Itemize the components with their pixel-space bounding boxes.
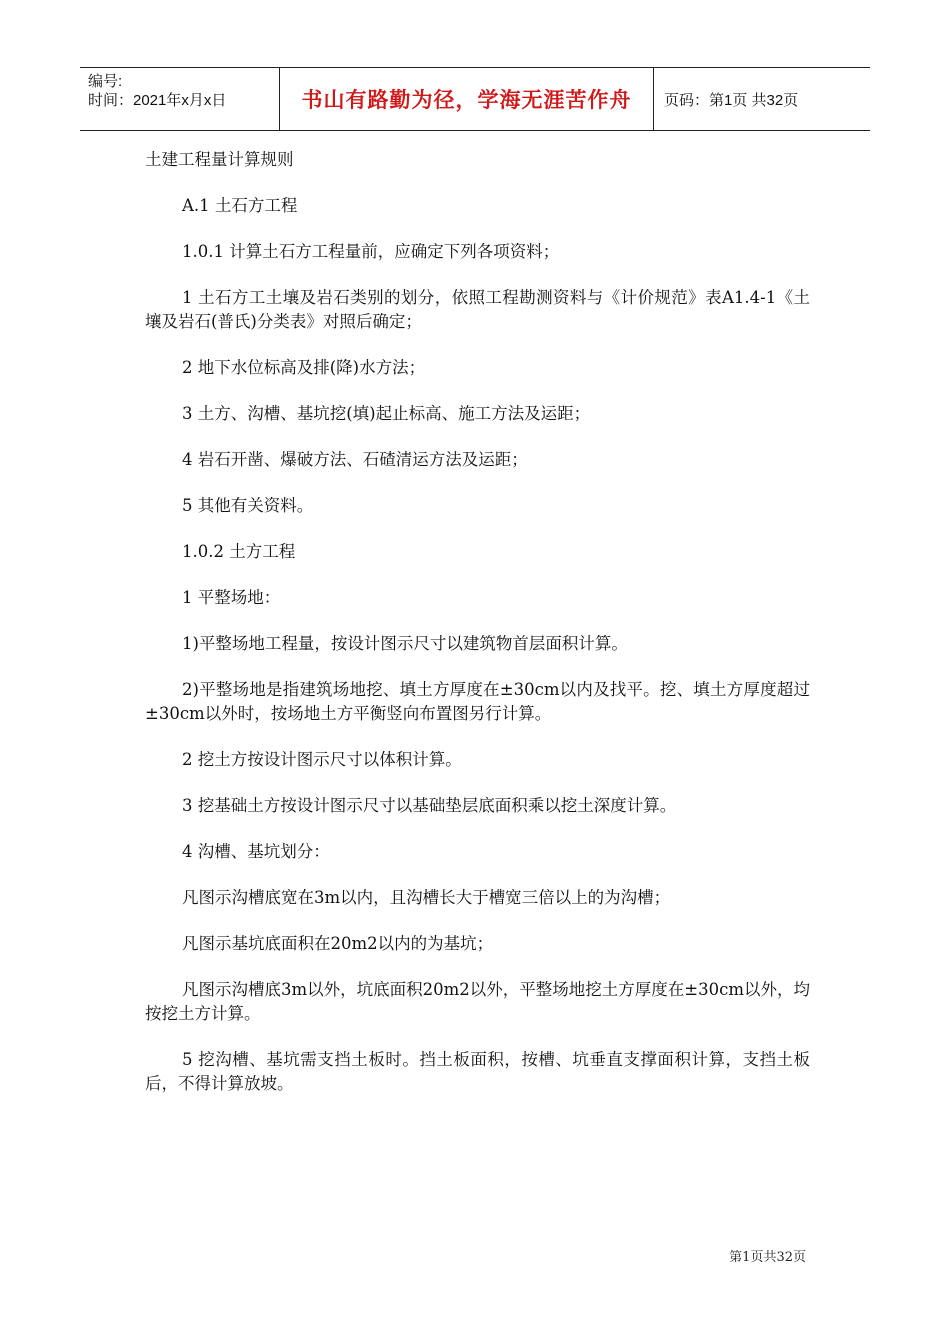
paragraph: 5 挖沟槽、基坑需支挡土板时。挡土板面积，按槽、坑垂直支撑面积计算，支挡土板后，不得计算放坡。 [145, 1050, 810, 1093]
paragraph: 4 岩石开凿、爆破方法、石碴清运方法及运距； [182, 450, 528, 469]
header-page-number: 页码：第1页 共32页 [664, 91, 799, 109]
paragraph: 凡图示沟槽底宽在3m以内，且沟槽长大于槽宽三倍以上的为沟槽； [182, 888, 671, 907]
paragraph: 凡图示基坑底面积在20m2以内的为基坑； [182, 934, 494, 953]
paragraph: 1 平整场地： [182, 588, 281, 607]
paragraph: 4 沟槽、基坑划分： [182, 842, 330, 861]
document-number-label: 编号: [88, 73, 123, 90]
paragraph: 凡图示沟槽底3m以外，坑底面积20m2以外，平整场地挖土方厚度在±30cm以外，均按挖土方计算。 [145, 980, 810, 1023]
paragraph: A.1 土石方工程 [182, 196, 298, 215]
paragraph: 3 挖基础土方按设计图示尺寸以基础垫层底面积乘以挖土深度计算。 [182, 796, 677, 815]
paragraph: 1.0.2 土方工程 [182, 542, 296, 561]
document-date-label: 时间：2021年x月x日 [88, 92, 227, 109]
header-meta-cell [80, 68, 280, 130]
paragraph: 2 地下水位标高及排(降)水方法； [182, 358, 426, 377]
paragraph: 1 土石方工土壤及岩石类别的划分，依照工程勘测资料与《计价规范》表A1.4-1《土壤及岩石(普氏)分类表》对照后确定； [145, 288, 810, 331]
document-header [80, 67, 870, 131]
paragraph: 3 土方、沟槽、基坑挖(填)起止标高、施工方法及运距； [182, 404, 591, 423]
header-motto: 书山有路勤为径，学海无涯苦作舟 [280, 68, 654, 130]
document-title: 土建工程量计算规则 [145, 150, 294, 169]
document-body [145, 148, 810, 1118]
paragraph: 2 挖土方按设计图示尺寸以体积计算。 [182, 750, 462, 769]
paragraph: 1)平整场地工程量，按设计图示尺寸以建筑物首层面积计算。 [182, 634, 628, 653]
page-footer: 第1页共32页 [729, 1250, 806, 1265]
paragraph: 1.0.1 计算土石方工程量前，应确定下列各项资料； [182, 242, 560, 261]
paragraph: 5 其他有关资料。 [182, 496, 314, 515]
paragraph: 2)平整场地是指建筑场地挖、填土方厚度在±30cm以内及找平。挖、填土方厚度超过±30cm以外时，按场地土方平衡竖向布置图另行计算。 [145, 680, 810, 723]
